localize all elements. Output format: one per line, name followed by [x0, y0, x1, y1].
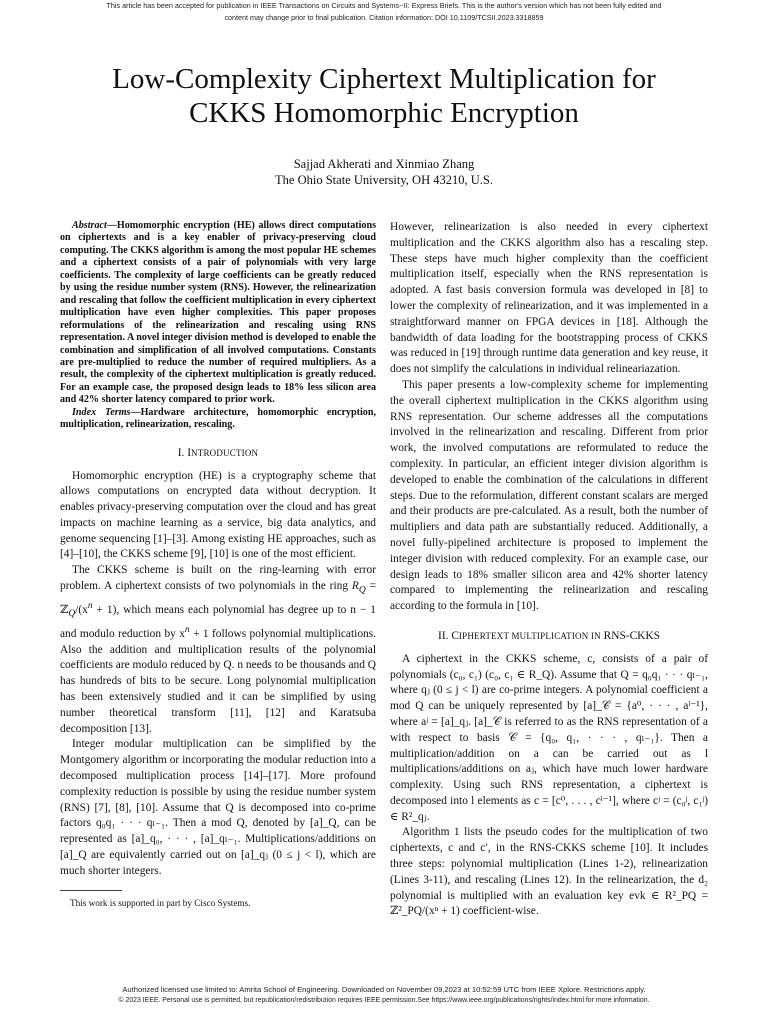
section2-paragraph-1: A ciphertext in the CKKS scheme, c, consists of a pair of polynomials (c₀, c₁) (c₀, c₁ ∈ R_Q). Assume that Q = q₀q₁ · · · qₗ₋₁, where qⱼ (0 ≤ j < l) are co-prime integers. A polynomial coefficient a mod Q can be uniquely represented by [a]_𝒞 = {a⁰, · · · , aˡ⁻¹}, where aʲ = [a]_qⱼ. [a]_𝒞 is referred to as the RNS representation of a with respect to basis 𝒞 = {q₀, q₁, · · · , qₗ₋₁}. Then a multiplication/addition on a can be carried out as l multiplications/additions on aⱼ, which have much lower hardware complexity. Using such RNS representation, a ciphertext is decomposed into l elements as c = [c⁰, . . . , cˡ⁻¹], where cʲ = (c₀ʲ, c₁ʲ) ∈ R²_qⱼ. — [390, 652, 708, 823]
abstract — [60, 220, 376, 407]
publication-notice — [0, 0, 768, 24]
intro-paragraph-2: The CKKS scheme is built on the ring-learning with error problem. A ciphertext consists of two polynomials in the ring $R_Q$ = $ℤ_Q/(x^n + 1)$, which means each polynomial has degree up to n − 1 and modulo reduction by $x^n + 1$ follows polynomial multiplications. Also the addition and multiplication results of the polynomial coefficients are modulo reduced by Q. n needs to be thousands and Q has hundreds of bits to be secure. Long polynomial multiplication has been extensively studied and it can be simplified by using number theoretical transform [11], [12] and Karatsuba decomposition [13]. — [60, 564, 376, 735]
index-terms-label: Index Terms — [72, 406, 131, 418]
intro-paragraph-3: Integer modular multiplication can be simplified by the Montgomery algorithm or incorporating the modular reduction into a decomposed multiplication process [14]–[17]. More profound complexity reduction is possible by using the residue number system (RNS) [7], [8], [10]. Assume that Q is decomposed into co-prime factors q₀q₁ · · · qₗ₋₁. Then a mod Q, denoted by [a]_Q, can be represented as [a]_q₀, · · · , [a]_qₗ₋₁. Multiplications/additions on [a]_Q are equivalently carried out on [a]_qⱼ (0 ≤ j < l), which are much shorter integers. — [60, 738, 376, 877]
notice-line-2: content may change prior to final publication. Citation information: DOI 10.1109/TCSII.2023.3318859 — [224, 13, 544, 22]
title-line-1: Low-Complexity Ciphertext Multiplication for — [112, 63, 656, 95]
license-footer: Authorized licensed use limited to: Amrita School of Engineering. Downloaded on November 09,2023 at 10:52:59 UTC from IEEE Xplore. Restrictions apply. — [122, 985, 646, 994]
paper-title — [0, 62, 768, 130]
intro-paragraph-1: Homomorphic encryption (HE) is a cryptography scheme that allows computations on encrypted data without decryption. It enables privacy-preserving computation over the cloud and has great impacts on machine learning as a service, big data analytics, and genome sequencing [1]–[3]. Among existing HE approaches, such as [4]–[10], the CKKS scheme [9], [10] is one of the most efficient. — [60, 469, 376, 561]
index-terms — [60, 407, 376, 432]
index-terms-text: —Hardware architecture, homomorphic encryption, multiplication, relinearization, rescaling. — [60, 406, 376, 431]
section-heading-introduction: I. INTRODUCTION — [177, 446, 259, 459]
author-names: Sajjad Akherati and Xinmiao Zhang — [293, 157, 475, 171]
left-column — [60, 220, 376, 909]
author-block — [0, 156, 768, 188]
author-affiliation: The Ohio State University, OH 43210, U.S. — [275, 173, 493, 187]
intro-paragraph-5: This paper presents a low-complexity scheme for implementing the overall ciphertext multiplication in the CKKS algorithm using RNS representation. Our scheme addresses all the computations involved in the relinearization and rescaling. Different from prior work, the involved computations are reformulated to reduce the complexity. In particular, an efficient integer division algorithm is developed to enable the combination of the calculations in different steps. Due to the reformulation, different constant scalars are merged and their products are pre-calculated. As a result, both the number of multipliers and data path are substantially reduced. Additionally, a novel fully-pipelined architecture is proposed to implement the integer division with reduced complexity. For an example case, our design leads to 18% smaller silicon area and 42% shorter latency compared to implementing the relinearization and rescaling according to the formula in [10]. — [390, 378, 708, 613]
section2-paragraph-2: Algorithm 1 lists the pseudo codes for the multiplication of two ciphertexts, c and c′, in the RNS-CKKS scheme [10]. It includes three steps: polynomial multiplication (Lines 1-2), relinearization (Lines 3-11), and rescaling (Lines 12). In the relinearization, the d₂ polynomial is multiplied with an evaluation key evk ∈ R²_PQ = ℤ²_PQ/(xⁿ + 1) coefficient-wise. — [390, 826, 708, 918]
copyright-footer: © 2023 IEEE. Personal use is permitted, but republication/redistribution requires IEEE permission.See https://www.ieee.org/publications/rights/index.html for more information. — [118, 997, 650, 1004]
footnote-rule — [60, 890, 122, 891]
intro-paragraph-4: However, relinearization is also needed in every ciphertext multiplication and the CKKS algorithm also has a rescaling step. These steps have much higher complexity than the coefficient multiplication itself, especially when the RNS representation is adopted. A fast basis conversion formula was developed in [8] to lower the complexity of relinearization, and it was implemented in a straightforward manner on FPGA devices in [18]. Although the bandwidth of data loading for the bootstrapping process of CKKS was reduced in [19] through runtime data generation and key reuse, it does not simplify the calculations in individual relineariazation. — [390, 221, 708, 376]
abstract-text: —Homomorphic encryption (HE) allows direct computations on ciphertexts and is a key enabler of privacy-preserving cloud computing. The CKKS algorithm is among the most popular HE schemes and a ciphertext consists of a pair of polynomials with very large coefficients. The complexity of large coefficients can be greatly reduced by using the residue number system (RNS). However, the relinearization and rescaling that follow the coefficient multiplication in every ciphertext multiplication have even higher complexities. This paper proposes reformulations of the relinearization and rescaling using RNS representation. A novel integer division method is developed to enable the combination and simplification of all involved computations. Constants are pre-multiplied to reduce the number of required multipliers. As a result, the complexity of the ciphertext multiplication is greatly reduced. For an example case, the proposed design leads to 18% less silicon area and 42% shorter latency compared to prior work. — [60, 220, 376, 406]
right-column — [390, 220, 708, 920]
notice-line-1: This article has been accepted for publication in IEEE Transactions on Circuits and Systems--II: Express Briefs. This is the author's version which has not been fully edited and — [106, 1, 662, 10]
abstract-label: Abstract — [72, 220, 107, 231]
title-line-2: CKKS Homomorphic Encryption — [189, 97, 579, 129]
section-heading-rns-ckks: II. CIPHERTEXT MULTIPLICATION IN RNS-CKKS — [438, 629, 660, 642]
footnote: This work is supported in part by Cisco Systems. — [70, 897, 251, 908]
